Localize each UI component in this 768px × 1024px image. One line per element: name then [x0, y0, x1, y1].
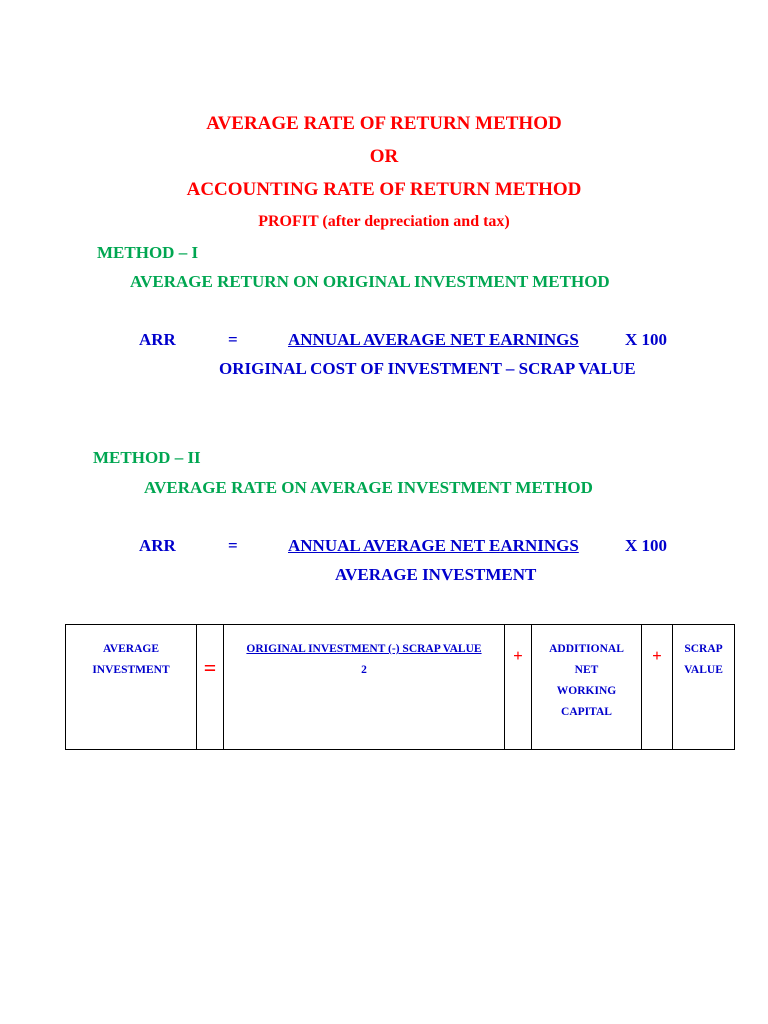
term-2-line-1: ADDITIONAL: [549, 643, 624, 655]
equals-sign-cell: =: [197, 625, 224, 750]
title-line-1: AVERAGE RATE OF RETURN METHOD: [206, 113, 562, 134]
term-2-line-4: CAPITAL: [561, 706, 612, 718]
method-1-arr-label: ARR: [139, 330, 176, 349]
title-line-3: ACCOUNTING RATE OF RETURN METHOD: [186, 179, 582, 200]
term-1-numerator: ORIGINAL INVESTMENT (-) SCRAP VALUE: [246, 643, 482, 655]
method-1-denominator: ORIGINAL COST OF INVESTMENT – SCRAP VALUE: [219, 359, 636, 378]
title-line-or: OR: [369, 146, 399, 167]
method-2-numerator: ANNUAL AVERAGE NET EARNINGS: [288, 536, 579, 555]
method-2-multiplier: X 100: [625, 536, 668, 555]
method-2-name: AVERAGE RATE ON AVERAGE INVESTMENT METHOD: [144, 478, 593, 497]
plus-sign-cell-1: +: [505, 625, 532, 750]
term-2-line-2: NET: [574, 664, 599, 676]
method-2-arr-label: ARR: [139, 536, 176, 555]
avg-investment-label-cell: [66, 625, 197, 750]
method-1-heading: METHOD – I: [97, 243, 199, 262]
term-2-line-3: WORKING: [556, 685, 617, 697]
average-investment-formula-table: [65, 624, 735, 750]
method-1-numerator: ANNUAL AVERAGE NET EARNINGS: [288, 330, 579, 349]
plus-sign-cell-2: +: [642, 625, 673, 750]
avg-investment-label-line-2: INVESTMENT: [92, 664, 170, 676]
term-1-denominator: 2: [361, 664, 367, 676]
method-2-equals: =: [228, 536, 238, 555]
term-3-line-1: SCRAP: [684, 643, 723, 655]
method-1-name: AVERAGE RETURN ON ORIGINAL INVESTMENT METHOD: [130, 272, 610, 291]
avg-investment-label-line-1: AVERAGE: [102, 643, 160, 655]
term-3-line-2: VALUE: [684, 664, 723, 676]
term-3-cell: [673, 625, 735, 750]
term-1-cell: [224, 625, 505, 750]
term-2-cell: [532, 625, 642, 750]
subtitle: PROFIT (after depreciation and tax): [258, 213, 510, 230]
method-1-equals: =: [228, 330, 238, 349]
method-2-heading: METHOD – II: [93, 448, 201, 467]
method-1-multiplier: X 100: [625, 330, 668, 349]
method-2-denominator: AVERAGE INVESTMENT: [335, 565, 537, 584]
